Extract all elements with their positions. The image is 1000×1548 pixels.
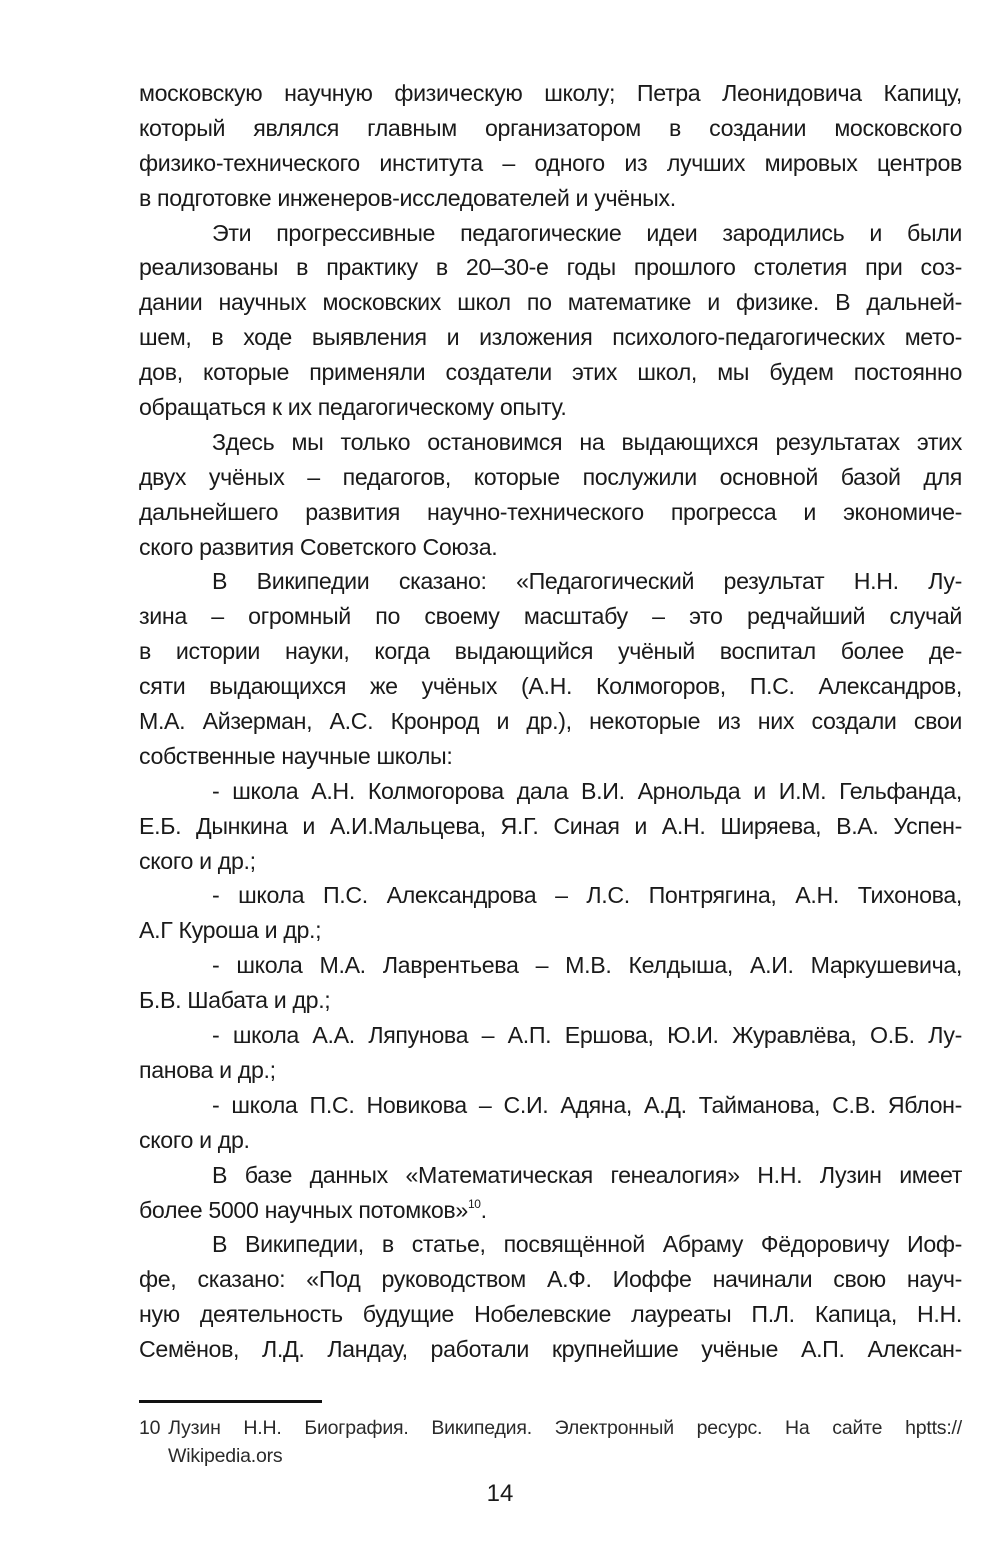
paragraph — [139, 564, 962, 773]
text-line: московскую научную физическую школу; Петра Леонидовича Капицу, — [139, 80, 962, 106]
text-line: В Википедии, в статье, посвящённой Абраму Фёдоровичу Иоф- — [212, 1231, 962, 1258]
text-line: Е.Б. Дынкина и А.И.Мальцева, Я.Г. Синая и А.Н. Ширяева, В.А. Успен- — [139, 812, 962, 839]
text-line: - школа П.С. Александрова – Л.С. Понтрягина, А.Н. Тихонова, — [212, 882, 962, 909]
text-line — [139, 1193, 962, 1228]
text-line: который являлся главным организатором в создании московского — [139, 114, 962, 141]
footnote-number: 10 — [139, 1417, 161, 1439]
text-line: Семёнов, Л.Д. Ландау, работали крупнейшие учёные А.П. Алексан- — [139, 1336, 962, 1363]
text-line: В базе данных «Математическая генеалогия» Н.Н. Лузин имеет — [212, 1161, 962, 1188]
paragraph — [139, 216, 962, 425]
text-line: ную деятельность будущие Нобелевские лауреаты П.Л. Капица, Н.Н. — [139, 1301, 962, 1328]
footnote-line: Wikipedia.ors — [168, 1445, 283, 1467]
text-fragment: . — [480, 1196, 487, 1223]
text-fragment: более 5000 научных потомков» — [139, 1196, 468, 1223]
footnote — [139, 1414, 962, 1470]
list-item — [139, 1018, 962, 1088]
text-line: физико-технического института – одного из лучших мировых центров — [139, 149, 962, 176]
paragraph — [139, 76, 962, 216]
text-line: реализованы в практику в 20–30-е годы прошлого столетия при соз- — [139, 254, 962, 281]
footnote-reference[interactable]: 10 — [467, 1196, 481, 1211]
text-line: в подготовке инженеров-исследователей и учёных. — [139, 184, 676, 211]
footnote-text: Лузин Н.Н. Биография. Википедия. Электронный ресурс. На сайте hptts:// — [168, 1417, 962, 1439]
text-line: В Википедии сказано: «Педагогический результат Н.Н. Лу- — [212, 568, 962, 595]
paragraph — [139, 425, 962, 565]
text-line: сяти выдающихся же учёных (А.Н. Колмогоров, П.С. Александров, — [139, 673, 962, 700]
text-line: обращаться к их педагогическому опыту. — [139, 394, 567, 421]
footnote-separator — [139, 1400, 322, 1403]
page-number: 14 — [486, 1480, 514, 1507]
list-item — [139, 774, 962, 879]
text-line: панова и др.; — [139, 1056, 276, 1083]
footnote-line — [139, 1414, 962, 1442]
text-line: А.Г Куроша и др.; — [139, 917, 322, 944]
text-line: собственные научные школы: — [139, 742, 453, 769]
text-line: ского и др. — [139, 1126, 250, 1153]
text-line: дов, которые применяли создатели этих школ, мы будем постоянно — [139, 359, 962, 386]
list-item — [139, 1088, 962, 1158]
list-item — [139, 948, 962, 1018]
text-line: Здесь мы только остановимся на выдающихся результатах этих — [212, 428, 962, 455]
paragraph — [139, 1158, 962, 1228]
paragraph — [139, 1227, 962, 1367]
list-item — [139, 878, 962, 948]
page-body — [139, 76, 962, 1367]
text-line: Б.В. Шабата и др.; — [139, 987, 331, 1014]
text-line: - школа М.А. Лаврентьева – М.В. Келдыша, А.И. Маркушевича, — [212, 952, 962, 979]
text-line: - школа А.Н. Колмогорова дала В.И. Арнольда и И.М. Гельфанда, — [212, 777, 962, 804]
text-line: ского и др.; — [139, 847, 256, 874]
text-line: в истории науки, когда выдающийся учёный воспитал более де- — [139, 638, 962, 665]
text-line: двух учёных – педагогов, которые послужили основной базой для — [139, 463, 962, 490]
text-line: шем, в ходе выявления и изложения психолого-педагогических мето- — [139, 324, 962, 351]
text-line: фе, сказано: «Под руководством А.Ф. Иоффе начинали свою науч- — [139, 1266, 962, 1293]
text-line: - школа П.С. Новикова – С.И. Адяна, А.Д. Тайманова, С.В. Яблон- — [212, 1091, 962, 1118]
text-line: - школа А.А. Ляпунова – А.П. Ершова, Ю.И. Журавлёва, О.Б. Лу- — [212, 1022, 962, 1049]
text-line: Эти прогрессивные педагогические идеи зародились и были — [212, 219, 962, 246]
text-line: дании научных московских школ по математике и физике. В дальней- — [139, 289, 962, 316]
text-line: М.А. Айзерман, А.С. Кронрод и др.), некоторые из них создали свои — [139, 708, 962, 735]
text-line: дальнейшего развития научно-технического прогресса и экономиче- — [139, 498, 962, 525]
text-line: ского развития Советского Союза. — [139, 533, 498, 560]
text-line: зина – огромный по своему масштабу – это редчайший случай — [139, 603, 962, 630]
